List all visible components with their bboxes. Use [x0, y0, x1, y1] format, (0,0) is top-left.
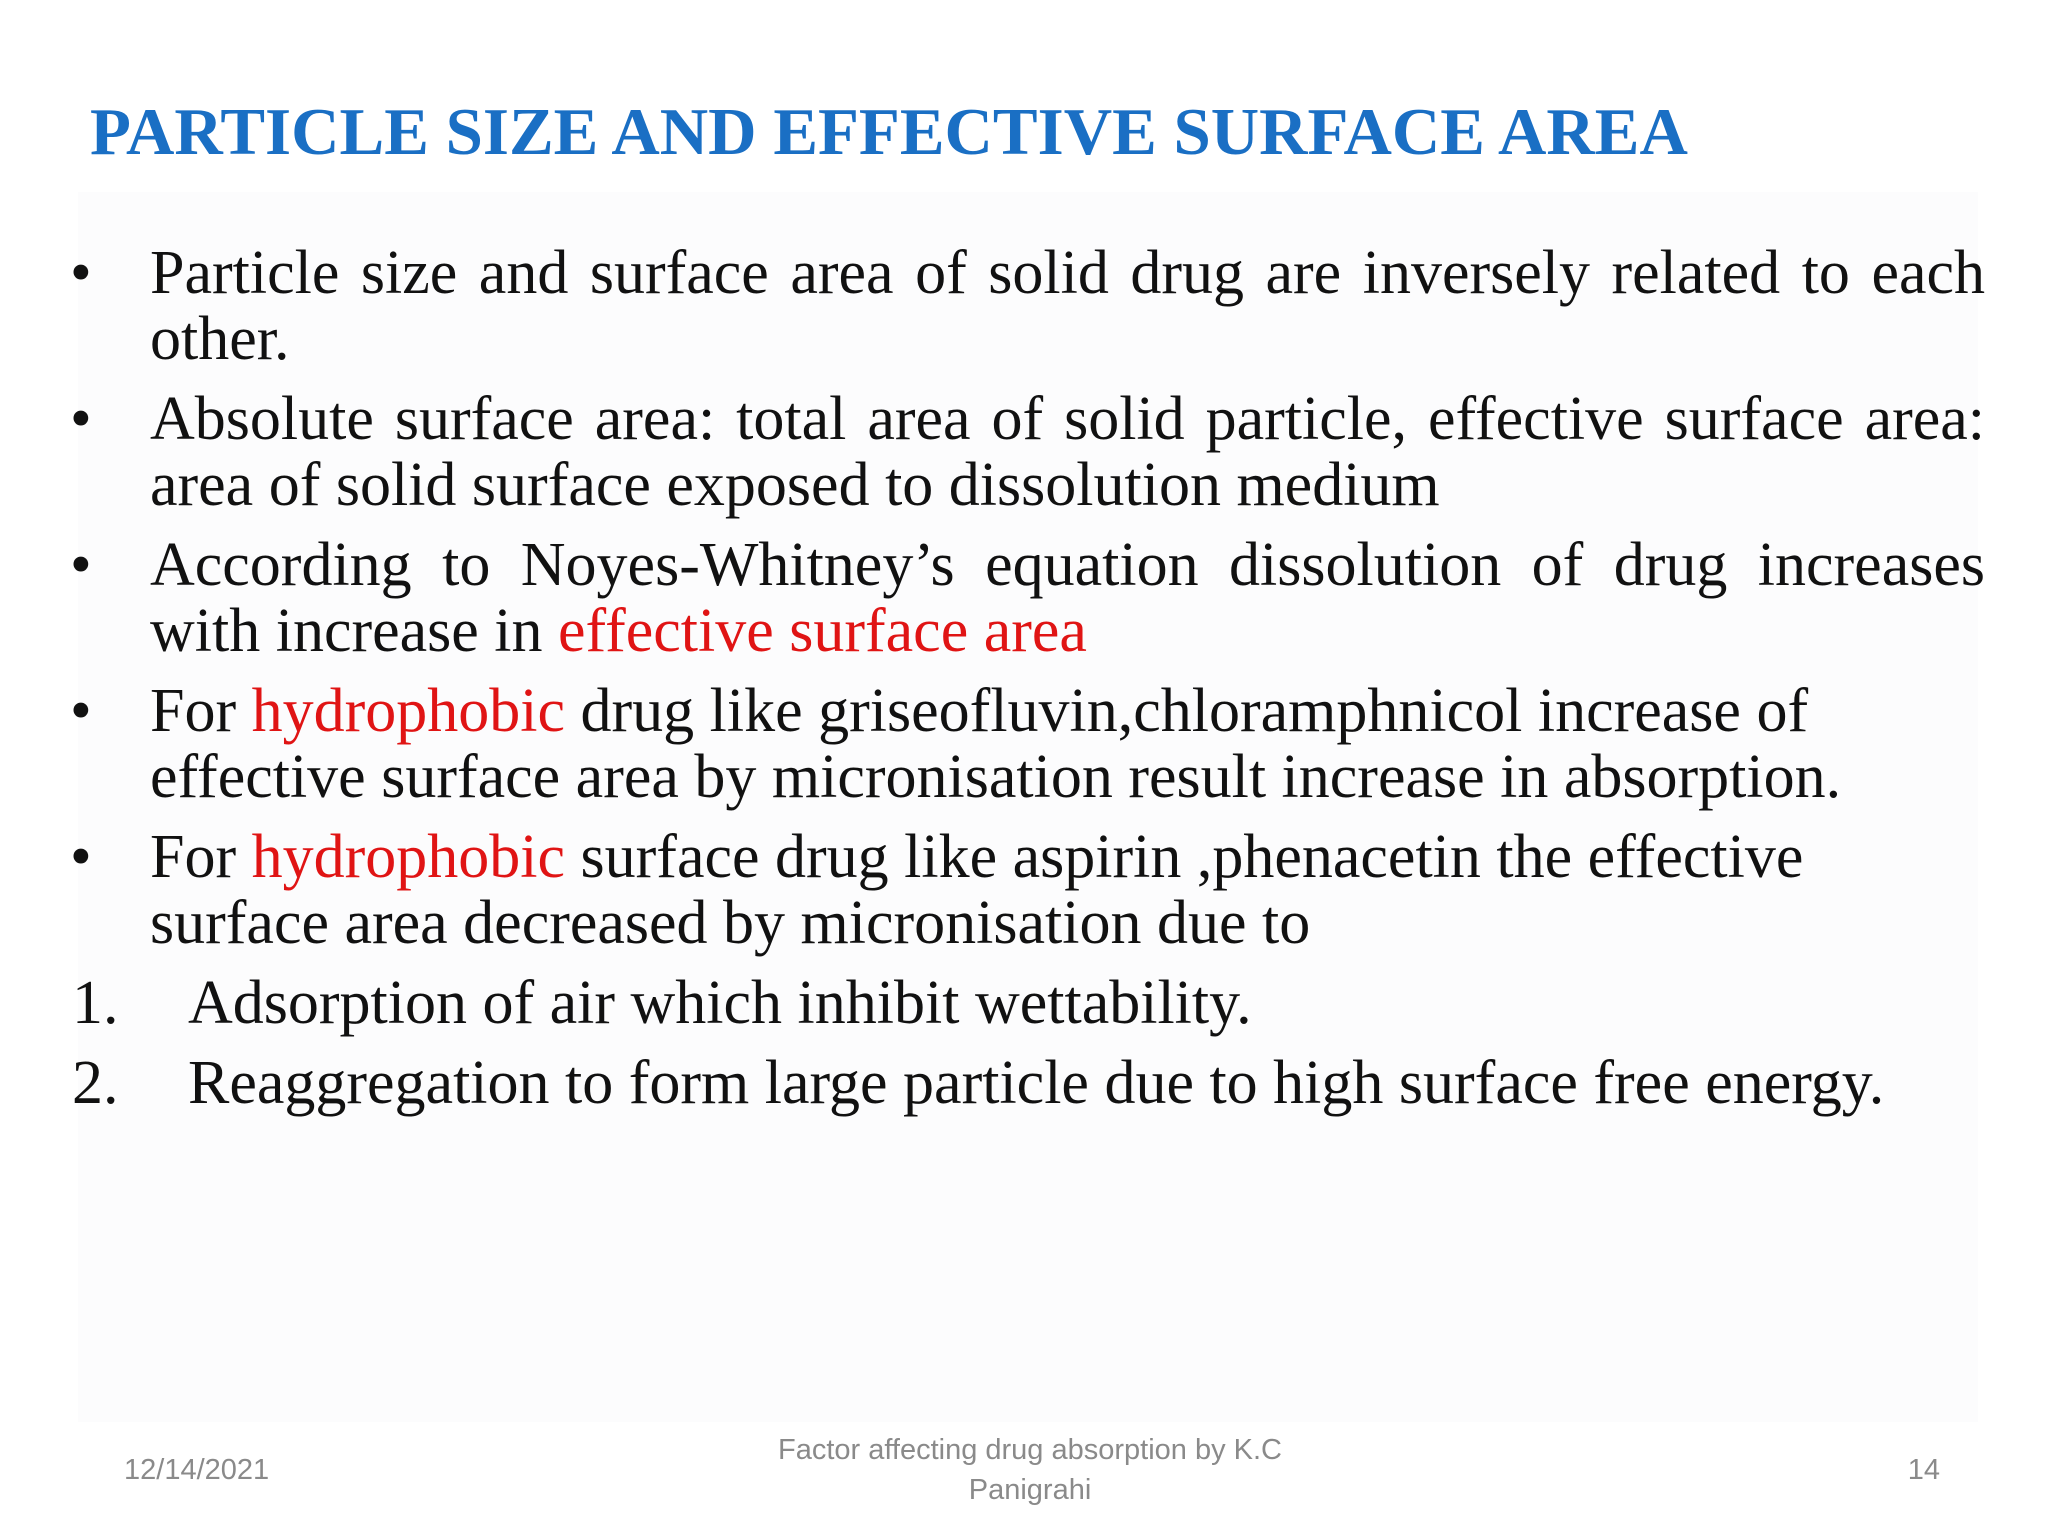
slide-title: PARTICLE SIZE AND EFFECTIVE SURFACE AREA: [90, 95, 1688, 169]
footer-center-line1: Factor affecting drug absorption by K.C: [777, 1434, 1283, 1466]
bullet-item: [70, 824, 1985, 956]
numbered-item: [70, 1050, 1985, 1116]
bullet-text: According to Noyes-Whitney’s equation dissolution of drug increases with increase in: [150, 531, 1985, 665]
bullet-list: [70, 240, 1985, 1130]
footer-date: 12/14/2021: [124, 1454, 270, 1486]
bullet-text: Particle size and surface area of solid drug are inversely related to each other.: [150, 239, 1985, 373]
bullet-highlight: hydrophobic: [251, 677, 566, 745]
numbered-item: [70, 970, 1985, 1036]
bullet-marker: •: [70, 385, 92, 453]
numbered-text: Reaggregation to form large particle due to high surface free energy.: [188, 1049, 1885, 1117]
bullet-text: For: [150, 823, 252, 891]
bullet-text: For: [150, 677, 252, 745]
bullet-item: [70, 240, 1985, 372]
footer-center: [740, 1430, 1320, 1510]
bullet-text: Absolute surface area: total area of solid particle, effective surface area: area of solid surface exposed to dissolution medium: [150, 385, 1985, 519]
number-marker: 2.: [72, 1049, 119, 1117]
number-marker: 1.: [72, 969, 119, 1037]
bullet-item: [70, 678, 1985, 810]
footer-page-number: 14: [1907, 1454, 1940, 1486]
bullet-text: surface drug like aspirin ,phenacetin the effective surface area decreased by micronisation due to: [150, 823, 1804, 957]
bullet-text: drug like griseofluvin,chloramphnicol increase of effective surface area by micronisation result increase in absorption.: [150, 677, 1842, 811]
footer-center-line2: Panigrahi: [968, 1474, 1092, 1506]
bullet-highlight: hydrophobic: [251, 823, 566, 891]
bullet-highlight: effective surface area: [558, 597, 1087, 665]
bullet-marker: •: [70, 239, 92, 307]
bullet-marker: •: [70, 677, 92, 745]
bullet-marker: •: [70, 531, 92, 599]
bullet-marker: •: [70, 823, 92, 891]
bullet-item: [70, 532, 1985, 664]
numbered-text: Adsorption of air which inhibit wettability.: [188, 969, 1252, 1037]
bullet-item: [70, 386, 1985, 518]
